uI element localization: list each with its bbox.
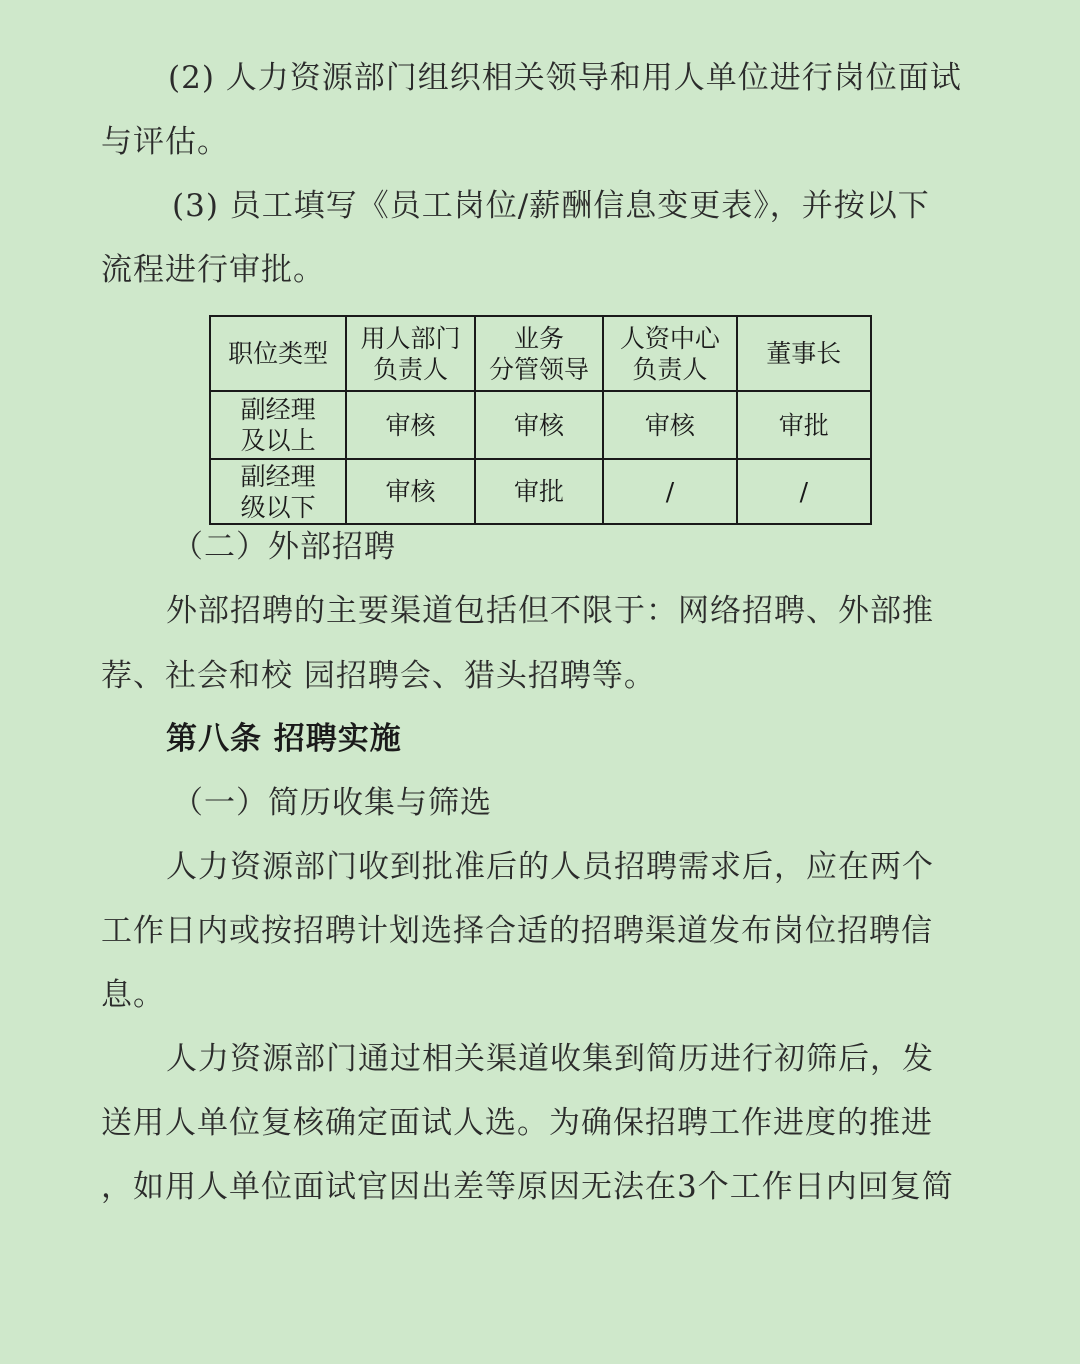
paragraph-line: 人力资源部门通过相关渠道收集到简历进行初筛后，发 [166,1041,934,1077]
paragraph-line: 送用人单位复核确定面试人选。为确保招聘工作进度的推进 [101,1105,933,1141]
table-header-cell: 职位类型 [210,316,346,391]
paragraph-line: (2) 人力资源部门组织相关领导和用人单位进行岗位面试 [168,60,962,96]
paragraph-line: 外部招聘的主要渠道包括但不限于：网络招聘、外部推 [166,593,934,629]
paragraph-line: (3) 员工填写《员工岗位/薪酬信息变更表》，并按以下 [172,188,930,224]
paragraph-line: 荐、社会和校 园招聘会、猎头招聘等。 [101,658,656,694]
table-header-row [210,316,871,391]
table-row [210,459,871,524]
table-cell: 审核 [346,459,474,524]
paragraph-line: 流程进行审批。 [101,252,325,288]
table-row [210,391,871,459]
paragraph-line: 人力资源部门收到批准后的人员招聘需求后，应在两个 [166,849,934,885]
table-cell: / [603,459,736,524]
approval-table [209,315,872,525]
article-heading: 第八条 招聘实施 [166,721,402,757]
table-header-cell: 用人部门 负责人 [346,316,474,391]
table-cell: 审核 [603,391,736,459]
table-cell-position-type: 副经理 级以下 [210,459,346,524]
table-cell: 审批 [475,459,603,524]
paragraph-line: ，如用人单位面试官因出差等原因无法在3个工作日内回复简 [101,1169,954,1205]
table-cell: 审核 [475,391,603,459]
paragraph-line: 息。 [101,977,165,1013]
table-header-cell: 人资中心 负责人 [603,316,736,391]
table-header-cell: 董事长 [737,316,871,391]
paragraph-line: 工作日内或按招聘计划选择合适的招聘渠道发布岗位招聘信 [101,913,933,949]
table-header-cell: 业务 分管领导 [475,316,603,391]
table-cell: 审核 [346,391,474,459]
section-heading-resume: （一）简历收集与筛选 [172,785,492,821]
table-cell: 审批 [737,391,871,459]
section-heading-external: （二）外部招聘 [172,529,396,565]
table-cell-position-type: 副经理 及以上 [210,391,346,459]
table-cell: / [737,459,871,524]
paragraph-line: 与评估。 [101,124,229,160]
